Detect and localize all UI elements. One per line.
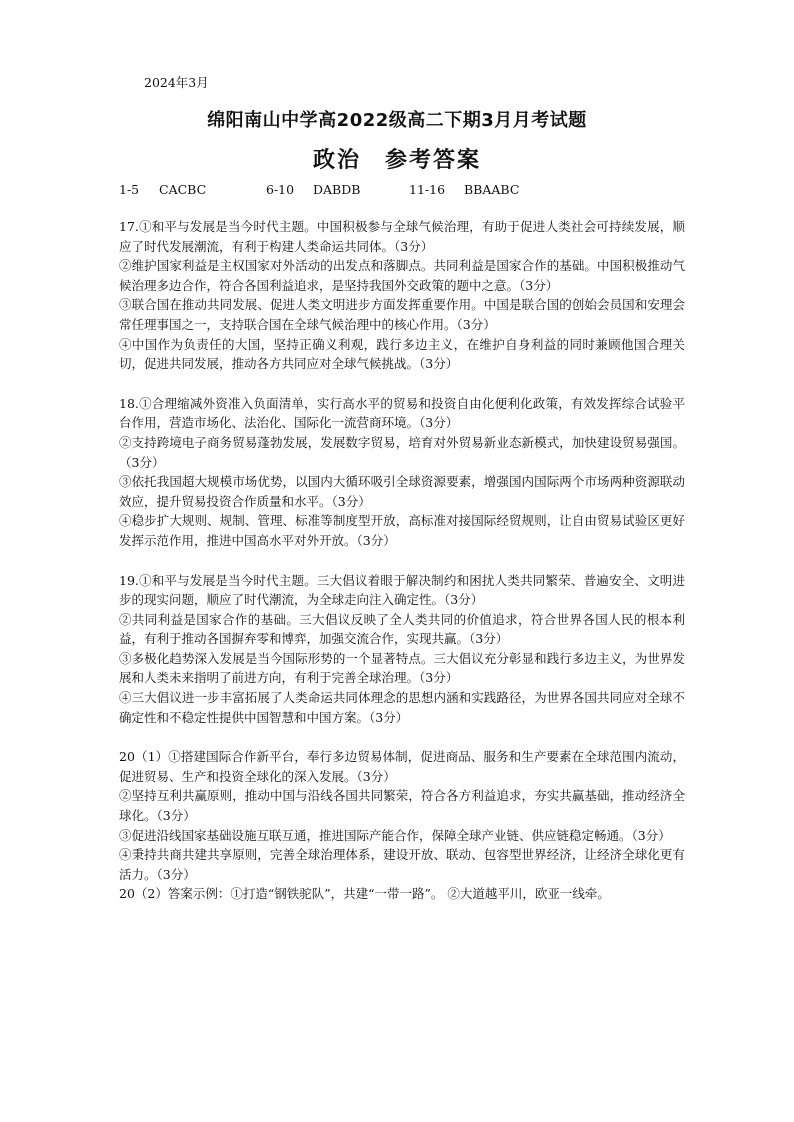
answer-paragraph: 19.①和平与发展是当今时代主题。三大倡议着眼于解决制约和困扰人类共同繁荣、普遍安全、文明进步的现实问题，顺应了时代潮流，为全球走向注入确定性。（3分）: [119, 572, 685, 608]
answer-paragraph: ④稳步扩大规则、规制、管理、标准等制度型开放，高标准对接国际经贸规则，让自由贸易试验区更好发挥示范作用，推进中国高水平对外开放。（3分）: [119, 513, 685, 548]
question-17-answer: [119, 217, 685, 374]
mc-answers-3: BBAABC: [464, 182, 520, 197]
answer-paragraph: ②维护国家利益是主权国家对外活动的出发点和落脚点。共同利益是国家合作的基础。中国积极推动气候治理多边合作，符合各国利益追求，是坚持我国外交政策的题中之意。（3分）: [119, 258, 685, 293]
mc-answers-1: CACBC: [159, 182, 207, 197]
mc-answers-2: DABDB: [313, 182, 361, 197]
answer-paragraph: ③多极化趋势深入发展是当今国际形势的一个显著特点。三大倡议充分彰显和践行多边主义，为世界发展和人类未来指明了前进方向，有利于完善全球治理。（3分）: [119, 650, 685, 686]
answer-paragraph: ③联合国在推动共同发展、促进人类文明进步方面发挥重要作用。中国是联合国的创始会员国和安理会常任理事国之一，支持联合国在全球气候治理中的核心作用。（3分）: [119, 297, 685, 332]
mc-range-1: 1-5: [119, 182, 140, 197]
answer-paragraph: ③促进沿线国家基础设施互联互通，推进国际产能合作，保障全球产业链、供应链稳定畅通。（3分）: [119, 827, 671, 843]
answer-paragraph: 20（2）答案示例：①打造“钢铁驼队”，共建“一带一路”。 ②大道越平川，欧亚一线牵。: [119, 886, 610, 902]
answer-paragraph: ④三大倡议进一步丰富拓展了人类命运共同体理念的思想内涵和实践路径，为世界各国共同应对全球不确定性和不稳定性提供中国智慧和中国方案。（3分）: [119, 690, 685, 725]
answer-paragraph: 20（1）①搭建国际合作新平台，奉行多边贸易体制，促进商品、服务和生产要素在全球范围内流动，促进贸易、生产和投资全球化的深入发展。（3分）: [119, 749, 685, 784]
answer-paragraph: ②共同利益是国家合作的基础。三大倡议反映了全人类共同的价值追求，符合世界各国人民的根本利益，有利于推动各国摒弃零和博弈，加强交流合作，实现共赢。（3分）: [119, 611, 685, 647]
answer-paragraph: ②坚持互利共赢原则，推动中国与沿线各国共同繁荣，符合各方利益追求，夯实共赢基础，推动经济全球化。（3分）: [119, 788, 685, 824]
answer-paragraph: 17.①和平与发展是当今时代主题。中国积极参与全球气候治理，有助于促进人类社会可持续发展，顺应了时代发展潮流，有利于构建人类命运共同体。（3分）: [119, 219, 685, 254]
answer-paragraph: 18.①合理缩减外资准入负面清单，实行高水平的贸易和投资自由化便利化政策，有效发挥综合试验平台作用，营造市场化、法治化、国际化一流营商环境。（3分）: [119, 395, 685, 431]
answer-content: [119, 217, 685, 924]
answer-paragraph: ③依托我国超大规模市场优势，以国内大循环吸引全球资源要素，增强国内国际两个市场两种资源联动效应，提升贸易投资合作质量和水平。（3分）: [119, 474, 685, 509]
mc-range-2: 6-10: [266, 182, 295, 197]
question-19-answer: [119, 571, 685, 728]
answer-paragraph: ④秉持共商共建共享原则，完善全球治理体系，建设开放、联动、包容型世界经济，让经济全球化更有活力。（3分）: [119, 847, 685, 882]
exam-title: 绵阳南山中学高2022级高二下期3月月考试题: [207, 110, 587, 131]
mc-range-3: 11-16: [409, 182, 446, 197]
answer-key-subtitle: 政治 参考答案: [312, 148, 481, 173]
question-18-answer: [119, 394, 685, 551]
answer-paragraph: ②支持跨境电子商务贸易蓬勃发展，发展数字贸易，培育对外贸易新业态新模式，加快建设贸易强国。（3分）: [119, 434, 685, 470]
answer-paragraph: ④中国作为负责任的大国，坚持正确义利观，践行多边主义，在维护自身利益的同时兼顾他国合理关切，促进共同发展，推动各方共同应对全球气候挑战。（3分）: [119, 336, 685, 372]
exam-date: 2024年3月: [144, 75, 209, 90]
question-20-answer: [119, 747, 685, 904]
multiple-choice-answers: [119, 182, 719, 198]
